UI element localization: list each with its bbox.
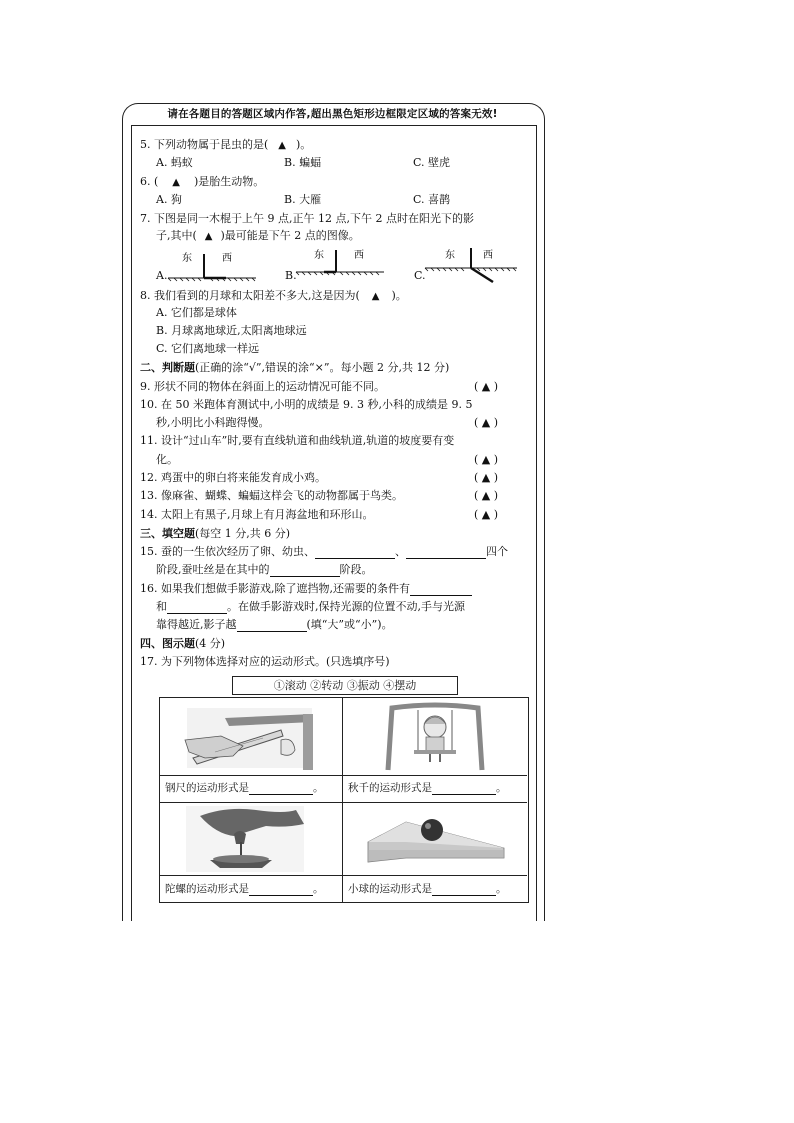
q5-answer-mark[interactable]: ▲ <box>278 140 286 151</box>
q15-blank-3[interactable] <box>270 564 340 577</box>
q5-option-b: B. 蝙蝠 <box>284 156 322 169</box>
q15-blank-2[interactable] <box>406 546 486 559</box>
q12-text: 12. 鸡蛋中的卵白将来能发育成小鸡。 <box>140 471 326 484</box>
section-4-heading: 四、图示题(4 分) <box>140 637 226 650</box>
west-label: 西 <box>354 250 364 261</box>
q8-option-b: B. 月球离地球近,太阳离地球远 <box>156 324 307 337</box>
q16-blank-2[interactable] <box>167 601 227 614</box>
q15-line1: 15. 蚕的一生依次经历了卵、幼虫、 、 四个 <box>140 545 508 558</box>
swing-answer-blank[interactable] <box>432 782 496 795</box>
q5-option-c: C. 壁虎 <box>413 156 451 169</box>
sheet-header-notice: 请在各题目的答题区域内作答,超出黑色矩形边框限定区域的答案无效! <box>167 108 498 120</box>
q6-option-a: A. 狗 <box>156 193 182 206</box>
q7-diagram-a <box>168 248 258 280</box>
q17-stem: 17. 为下列物体选择对应的运动形式。(只选填序号) <box>140 655 390 668</box>
q7-option-c: C. <box>414 269 426 282</box>
swing-image <box>380 702 490 772</box>
ruler-caption: 钢尺的运动形式是 。 <box>165 782 324 794</box>
q13-text: 13. 像麻雀、蝴蝶、蝙蝠这样会飞的动物都属于鸟类。 <box>140 489 403 502</box>
q11-answer-mark[interactable]: ( ▲ ) <box>474 453 499 466</box>
q7-answer-mark[interactable]: ▲ <box>204 231 213 242</box>
q15-line2: 阶段,蚕吐丝是在其中的 阶段。 <box>156 563 373 576</box>
ball-caption: 小球的运动形式是 。 <box>348 883 507 895</box>
section-3-heading: 三、填空题(每空 1 分,共 6 分) <box>140 527 291 540</box>
grid-line <box>159 775 527 776</box>
rolling-ball-image <box>366 812 506 864</box>
q14-text: 14. 太阳上有黑子,月球上有月海盆地和环形山。 <box>140 508 374 521</box>
q9-answer-mark[interactable]: ( ▲ ) <box>474 380 499 393</box>
section-2-heading: 二、判断题(正确的涂“√”,错误的涂“×”。每小题 2 分,共 12 分) <box>140 361 450 374</box>
motion-choices-box: ①滚动 ②转动 ③振动 ④摆动 <box>232 676 458 695</box>
q6-answer-mark[interactable]: ▲ <box>172 177 180 188</box>
west-label: 西 <box>222 253 232 264</box>
steel-ruler-image <box>185 700 315 772</box>
q7-option-b: B. <box>285 269 297 282</box>
grid-line <box>159 875 527 876</box>
q10-text-line2: 秒,小明比小科跑得慢。 <box>156 416 270 429</box>
q16-line2: 和 。在做手影游戏时,保持光源的位置不动,手与光源 <box>156 600 465 613</box>
grid-line <box>159 802 527 803</box>
grid-divider-vertical <box>342 697 343 902</box>
west-label: 西 <box>483 250 493 261</box>
q16-blank-1[interactable] <box>410 583 472 596</box>
q16-line3: 靠得越近,影子越 (填“大”或“小”)。 <box>156 618 393 631</box>
ball-answer-blank[interactable] <box>432 883 496 896</box>
q7-option-a: A. <box>156 269 168 282</box>
east-label: 东 <box>445 250 455 261</box>
q6-stem: 6. ( ▲ )是胎生动物。 <box>140 175 265 188</box>
q14-answer-mark[interactable]: ( ▲ ) <box>474 508 499 521</box>
q16-blank-3[interactable] <box>237 619 307 632</box>
q8-option-a: A. 它们都是球体 <box>156 306 237 319</box>
top-caption: 陀螺的运动形式是 。 <box>165 883 324 895</box>
q7-diagram-b <box>296 246 386 278</box>
q11-text-line2: 化。 <box>156 453 178 466</box>
q8-stem: 8. 我们看到的月球和太阳差不多大,这是因为( ▲ )。 <box>140 289 407 302</box>
east-label: 东 <box>314 250 324 261</box>
q15-blank-1[interactable] <box>315 546 395 559</box>
q5-stem: 5. 下列动物属于昆虫的是( ▲ )。 <box>140 138 312 151</box>
q10-answer-mark[interactable]: ( ▲ ) <box>474 416 499 429</box>
spinning-top-image <box>186 806 306 872</box>
q13-answer-mark[interactable]: ( ▲ ) <box>474 489 499 502</box>
ruler-answer-blank[interactable] <box>249 782 313 795</box>
q12-answer-mark[interactable]: ( ▲ ) <box>474 471 499 484</box>
q11-text-line1: 11. 设计“过山车”时,要有直线轨道和曲线轨道,轨道的坡度要有变 <box>140 434 455 447</box>
q5-option-a: A. 蚂蚁 <box>156 156 193 169</box>
q7-line2: 子,其中( ▲ )最可能是下午 2 点的图像。 <box>156 229 360 242</box>
q6-option-c: C. 喜鹊 <box>413 193 451 206</box>
top-answer-blank[interactable] <box>249 883 313 896</box>
q6-option-b: B. 大雁 <box>284 193 322 206</box>
q7-diagram-c <box>425 244 520 284</box>
q10-text-line1: 10. 在 50 米跑体育测试中,小明的成绩是 9. 3 秒,小科的成绩是 9. 5 <box>140 398 473 411</box>
q7-line1: 7. 下图是同一木棍于上午 9 点,正午 12 点,下午 2 点时在阳光下的影 <box>140 212 474 225</box>
swing-caption: 秋千的运动形式是 。 <box>348 782 507 794</box>
q8-answer-mark[interactable]: ▲ <box>371 291 380 302</box>
q9-text: 9. 形状不同的物体在斜面上的运动情况可能不同。 <box>140 380 385 393</box>
q16-line1: 16. 如果我们想做手影游戏,除了遮挡物,还需要的条件有 <box>140 582 472 596</box>
q8-option-c: C. 它们离地球一样远 <box>156 342 260 355</box>
east-label: 东 <box>182 253 192 264</box>
